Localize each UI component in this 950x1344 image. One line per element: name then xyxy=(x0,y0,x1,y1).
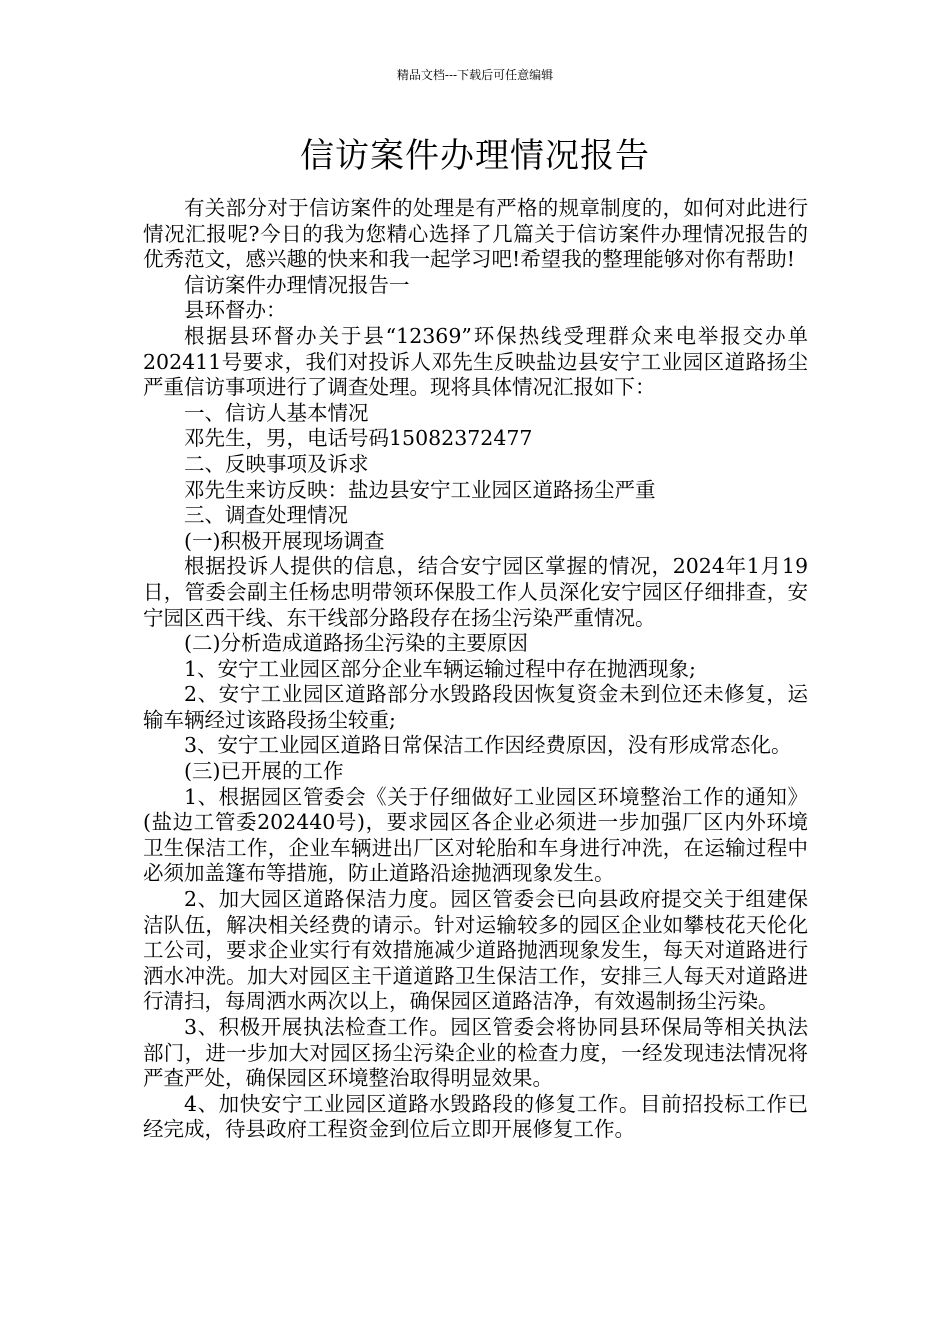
document-body xyxy=(143,196,808,1143)
paragraph: 三、调查处理情况 xyxy=(184,503,348,528)
paragraph: (一)积极开展现场调查 xyxy=(184,528,385,553)
paragraph: 二、反映事项及诉求 xyxy=(184,451,369,476)
paragraph: 1、根据园区管委会《关于仔细做好工业园区环境整治工作的通知》(盐边工管委202440号)，要求园区各企业必须进一步加强厂区内外环境卫生保洁工作，企业车辆进出厂区对轮胎和车身进行冲洗，在运输过程中必须加盖篷布等措施，防止道路沿途抛洒现象发生。 xyxy=(143,784,808,886)
paragraph: 根据县环督办关于县“12369”环保热线受理群众来电举报交办单202411号要求，我们对投诉人邓先生反映盐边县安宁工业园区道路扬尘严重信访事项进行了调查处理。现将具体情况汇报如下： xyxy=(143,323,808,400)
paragraph: 一、信访人基本情况 xyxy=(184,400,369,425)
paragraph: 邓先生，男，电话号码15082372477 xyxy=(184,426,533,451)
paragraph: 县环督办： xyxy=(184,298,287,323)
paragraph: (二)分析造成道路扬尘污染的主要原因 xyxy=(184,631,528,656)
paragraph: 3、安宁工业园区道路日常保洁工作因经费原因，没有形成常态化。 xyxy=(184,733,792,758)
paragraph: 1、安宁工业园区部分企业车辆运输过程中存在抛洒现象; xyxy=(184,656,696,681)
paragraph: 信访案件办理情况报告一 xyxy=(184,272,410,297)
paragraph: 4、加快安宁工业园区道路水毁路段的修复工作。目前招投标工作已经完成，待县政府工程资金到位后立即开展修复工作。 xyxy=(143,1091,808,1142)
paragraph: 邓先生来访反映：盐边县安宁工业园区道路扬尘严重 xyxy=(184,477,656,502)
paragraph: 3、积极开展执法检查工作。园区管委会将协同县环保局等相关执法部门，进一步加大对园区扬尘污染企业的检查力度，一经发现违法情况将严查严处，确保园区环境整治取得明显效果。 xyxy=(143,1015,808,1091)
paragraph: 2、加大园区道路保洁力度。园区管委会已向县政府提交关于组建保洁队伍，解决相关经费的请示。针对运输较多的园区企业如攀枝花天伦化工公司，要求企业实行有效措施减少道路抛洒现象发生，每天对道路进行洒水冲洗。加大对园区主干道道路卫生保洁工作，安排三人每天对道路进行清扫，每周洒水两次以上，确保园区道路洁净，有效遏制扬尘污染。 xyxy=(143,887,808,1014)
paragraph: (三)已开展的工作 xyxy=(184,759,344,784)
page-header: 精品文档---下载后可任意编辑 xyxy=(396,68,554,82)
paragraph: 有关部分对于信访案件的处理是有严格的规章制度的，如何对此进行情况汇报呢?今日的我为您精心选择了几篇关于信访案件办理情况报告的优秀范文，感兴趣的快来和我一起学习吧!希望我的整理能够对你有帮助! xyxy=(143,196,808,272)
document-title: 信访案件办理情况报告 xyxy=(300,136,650,176)
paragraph: 根据投诉人提供的信息，结合安宁园区掌握的情况，2024年1月19日，管委会副主任杨忠明带领环保股工作人员深化安宁园区仔细排查，安宁园区西干线、东干线部分路段存在扬尘污染严重情况。 xyxy=(143,554,808,630)
paragraph: 2、安宁工业园区道路部分水毁路段因恢复资金未到位还未修复，运输车辆经过该路段扬尘较重; xyxy=(143,682,808,732)
